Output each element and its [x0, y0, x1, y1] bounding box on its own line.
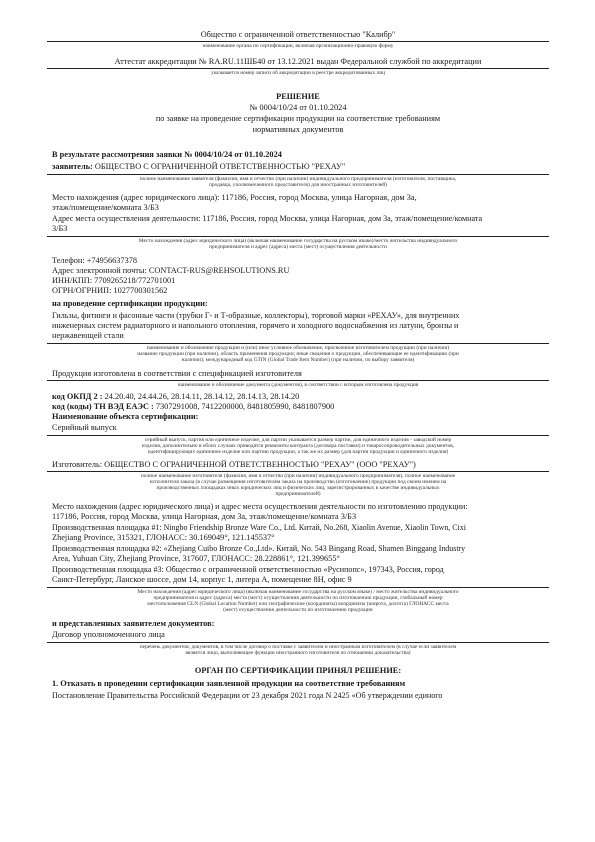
- tnved-row: [52, 402, 334, 412]
- documents-label: и представленных заявителем документов:: [52, 619, 215, 628]
- divider: [47, 587, 549, 588]
- production-site-1-cont: Zhejiang Province, 315321, ГЛОНАСС: 30.169049°, 121.145537°: [52, 533, 275, 542]
- product-hint-end: наличии); международный код GTIN (Global Trade Item Number) (при наличии, по выбору заявителя): [181, 357, 415, 363]
- applicant-name: ОБЩЕСТВО С ОГРАНИЧЕННОЙ ОТВЕТСТВЕННОСТЬЮ "РЕХАУ": [94, 162, 346, 171]
- decision-subject-cont: нормативных документов: [252, 125, 344, 134]
- object-hint: серийный выпуск, партия или единичное изделие, для партии указывается размер партии, для единичного изделия - заводской номер: [144, 437, 452, 443]
- site-hint-4: (мест) осуществления деятельности по изготовлению продукции: [223, 607, 373, 613]
- applicant-inn: ИНН/КПП: 7709265218/772701001: [52, 276, 176, 285]
- object-label: Наименование объекта сертификации:: [52, 412, 199, 421]
- applicant-hint: полное наименование заявителя (фамилия, имя и отчество (при наличии) индивидуального предпринимателя (изготовителя, поставщика,: [139, 176, 457, 182]
- manufacturer-hint-4: предпринимателей): [275, 491, 321, 497]
- applicant-label: заявитель:: [52, 162, 93, 171]
- decision-number: № 0004/10/24 от 01.10.2024: [249, 103, 347, 112]
- product-description-cont: инженерных систем радиаторного и напольного отопления, горячего и холодного водоснабжения из латуни, бронзы и: [52, 321, 459, 330]
- divider: [47, 380, 549, 381]
- tnved-label: код (коды) ТН ВЭД ЕАЭС :: [52, 402, 154, 411]
- product-description-end: нержавеющей стали: [52, 331, 124, 340]
- applicant-phone: Телефон: +74956637378: [52, 256, 138, 265]
- site-hint: Место нахождения (адрес юридического лица) (включая наименование государства на русском языке) / место жительства индивидуального: [137, 589, 459, 595]
- documents-value: Договор уполномоченного лица: [52, 630, 165, 639]
- okpd-value: 24.20.40, 24.44.26, 28.14.11, 28.14.12, 28.14.13, 28.14.20: [104, 392, 300, 401]
- applicant-location-cont: этаж/помещение/комната 3/Б3: [52, 203, 159, 212]
- certification-body-hint: наименование органа по сертификации, включая организационно-правовую форму: [202, 43, 394, 49]
- conformity-line: Продукция изготовлена в соответствии с спецификацией изготовителя: [52, 369, 302, 378]
- application-review-line: В результате рассмотрения заявки № 0004/10/24 от 01.10.2024: [52, 150, 282, 159]
- object-value: Серийный выпуск: [52, 423, 117, 432]
- object-hint-cont: изделия, дополнительно в обоих случаях приводятся реквизиты контракта (договора поставки) и товаросопроводительных документов,: [141, 443, 455, 449]
- certification-body-name: Общество с ограниченной ответственностью "Калибр": [200, 30, 396, 39]
- manufacturer-line: Изготовитель: ОБЩЕСТВО С ОГРАНИЧЕННОЙ ОТВЕТСТВЕННОСТЬЮ "РЕХАУ" (ООО "РЕХАУ"): [52, 460, 416, 469]
- applicant-email: Адрес электронной почты: CONTACT-RUS@REHSOLUTIONS.RU: [52, 266, 290, 275]
- decision-subject: по заявке на проведение сертификации продукции на соответствие требованиям: [155, 114, 441, 123]
- okpd-row: [52, 392, 299, 402]
- product-hint-cont: название продукции (при наличии), область применения продукции; иные сведения о продукции, обеспечивающие ее идентификацию (при: [137, 351, 459, 357]
- divider: [47, 236, 549, 237]
- manufacturer-location-cont: 117186, Россия, город Москва, улица Нагорная, дом 3а, этаж/помещение/комната 3/Б3: [52, 512, 357, 521]
- conformity-hint: наименование и обозначение документа (документов), в соответствии с которым изготовлена продукция: [177, 382, 419, 388]
- divider: [47, 41, 549, 42]
- decision-title: РЕШЕНИЕ: [276, 92, 320, 101]
- divider: [47, 174, 549, 175]
- production-site-2-cont: Area, Yuhuan City, Zhejiang Province, 317607, ГЛОНАСС: 28.228861°, 121.399655°: [52, 554, 340, 563]
- production-site-1: Производственная площадка #1: Ningbo Friendship Bronze Ware Co., Ltd. Китай, No.268, Xiaolin Avenue, Xiaolin Town, Cixi: [52, 523, 466, 532]
- address-hint: Место нахождения (адрес юридического лица) (включая наименование государства на русском языке)/место жительства индивидуального: [138, 238, 458, 244]
- applicant-activity-address: Адрес места осуществления деятельности: 117186, Россия, город Москва, улица Нагорная, дом 3а, этаж/помещение/комната: [52, 214, 483, 223]
- site-hint-2: предпринимателя и адрес (адреса) места (мест) осуществления деятельности по изготовлению продукции, глобальный номер: [153, 595, 443, 601]
- manufacturer-hint: полное наименование изготовителя (фамилия, имя и отчество (при наличии) индивидуального предпринимателя), полное наименование: [140, 473, 456, 479]
- tnved-value: 7307291008, 7412200000, 8481805990, 8481807900: [155, 402, 335, 411]
- divider: [47, 68, 549, 69]
- product-label: на проведение сертификации продукции:: [52, 299, 208, 308]
- address-hint-cont: предпринимателя и адрес (адреса) места (мест) осуществления деятельности: [209, 244, 387, 250]
- documents-hint: перечень документов, документов, в том числе договор о поставке с заявителем и иностранным изготовителем (в случае если заявителем: [139, 644, 457, 650]
- divider: [47, 471, 549, 472]
- applicant-ogrn: ОГРН/ОГРНИП: 1027700301562: [52, 286, 168, 295]
- applicant-activity-address-cont: 3/Б3: [52, 224, 68, 233]
- manufacturer-hint-2: исполнителя заказа (в случае размещения изготовителем заказа на производство (изготовление) продукции под своим именем на: [149, 479, 447, 485]
- divider: [47, 642, 549, 643]
- accreditation-hint: указывается номер записи об аккредитации в реестре аккредитованных лиц: [210, 70, 386, 76]
- divider: [47, 435, 549, 436]
- production-site-3-cont: Санкт-Петербург, Ланское шоссе, дом 14, корпус 1, литера А, помещение 8Н, офис 9: [52, 575, 352, 584]
- site-hint-3: местоположения GLN (Global Location Number) или географические (координаты) координаты (широта, долгота) ГЛОНАСС места: [147, 601, 449, 607]
- divider: [47, 343, 549, 344]
- resolution-item-1-text: Постановление Правительства Российской Федерации от 23 декабря 2021 года N 2425 «Об утверждении единого: [52, 691, 443, 700]
- documents-hint-cont: является лицо, выполняющее функции иностранного изготовителя по отношении доказательства): [185, 650, 411, 656]
- applicant-location: Место нахождения (адрес юридического лица): 117186, Россия, город Москва, улица Нагорная, дом 3а,: [52, 193, 417, 202]
- production-site-3: Производственная площадка #3: Общество с ограниченной ответственностью «Русипопс», 197343, Россия, город: [52, 565, 444, 574]
- manufacturer-hint-3: производственных площадках иных юридических лиц и физических лиц, зарегистрированных в качестве индивидуальных: [156, 485, 440, 491]
- okpd-label: код ОКПД 2 :: [52, 392, 103, 401]
- object-hint-end: идентифицирующих единичное изделие или партию продукции, а так же их размер (для партии продукции и единичного изделия): [147, 449, 449, 455]
- applicant-hint-cont: продавца, уполномоченного представителя) для иностранных изготовителей): [209, 182, 387, 188]
- product-description: Гильзы, фитинги и фасонные части (трубки Г- и Т-образные, коллекторы), торговой марки «РЕХАУ», для внутренних: [52, 311, 460, 320]
- product-hint: наименование и обозначение продукции и (или) иное условное обозначение, присвоенное изготовителем продукции (при наличии): [146, 345, 450, 351]
- resolution-title: ОРГАН ПО СЕРТИФИКАЦИИ ПРИНЯЛ РЕШЕНИЕ:: [194, 666, 402, 675]
- manufacturer-location: Место нахождения (адрес юридического лица) и адрес места осуществления деятельности по изготовлению продукции:: [52, 502, 468, 511]
- production-site-2: Производственная площадка #2: «Zhejiang Cuibo Bronze Co.,Ltd». Китай, No. 543 Bingang Road, Shamen Binggang Industry: [52, 544, 466, 553]
- accreditation-line: Аттестат аккредитации № RA.RU.11ШБ40 от 13.12.2021 выдан Федеральной службой по аккредитации: [114, 57, 482, 66]
- resolution-item-1: 1. Отказать в проведении сертификации заявленной продукции на соответствие требованиям: [52, 679, 406, 688]
- applicant-row: [52, 162, 345, 172]
